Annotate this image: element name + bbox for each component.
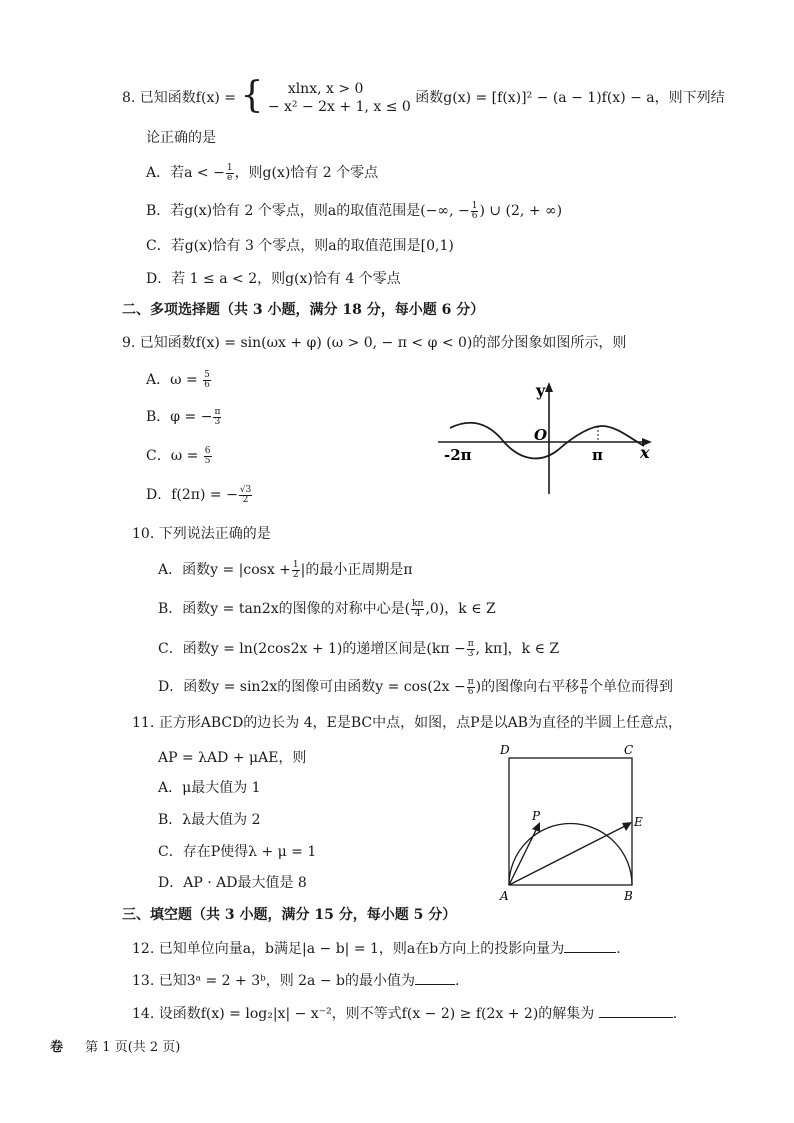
post: , kπ]，k ∈ Z	[475, 641, 560, 657]
den: 2	[292, 569, 299, 580]
pre: C．函数y = ln(2cos2x + 1)的递增区间是(kπ −	[158, 641, 466, 657]
page-number: 第 1 页(共 2 页)	[85, 1040, 181, 1055]
q13-answer-blank[interactable]	[415, 970, 455, 985]
den: 3	[467, 648, 474, 659]
num: 1	[226, 162, 233, 173]
frac	[467, 678, 475, 697]
q8-b-post: ) ∪ (2, + ∞)	[479, 203, 563, 219]
y-axis-arrow	[545, 382, 553, 392]
frac	[213, 408, 221, 427]
post: 个单位而得到	[589, 679, 673, 695]
q9-option-b	[146, 407, 222, 427]
q11-option-b: B．λ最大值为 2	[158, 812, 261, 828]
footer-left: 卷	[50, 1040, 64, 1055]
y-label: y	[536, 381, 546, 400]
mid: )的图像向右平移	[475, 679, 580, 695]
q8-b-pre: B．若g(x)恰有 2 个零点，则a的取值范围是(−∞, −	[146, 203, 470, 219]
piecewise-brace: {	[240, 75, 264, 116]
label-c: C	[624, 743, 634, 757]
num: π	[467, 638, 474, 649]
footer	[50, 1038, 180, 1058]
origin-label: O	[534, 426, 548, 444]
den: 6	[581, 686, 587, 697]
num: kπ	[412, 598, 424, 609]
q9-graph	[430, 378, 660, 500]
den: 3	[214, 416, 221, 427]
section-2-heading: 二、多项选择题（共 3 小题，满分 18 分，每小题 6 分）	[122, 302, 485, 318]
q8-a-frac	[226, 164, 234, 183]
den: 6	[204, 379, 210, 390]
label-p: P	[532, 809, 541, 823]
frac	[239, 486, 252, 505]
q13	[132, 970, 459, 991]
q8-a-pre: A．若a < −	[146, 165, 225, 181]
q11-figure	[496, 738, 656, 906]
num: π	[214, 406, 221, 417]
q8-option-b	[146, 201, 562, 221]
q8-after: 函数g(x) = [f(x)]² − (a − 1)f(x) − a，则下列结	[415, 90, 725, 106]
q12-post: .	[616, 941, 621, 957]
vector-ap-arrow	[532, 822, 540, 832]
num: 1	[471, 200, 478, 211]
frac	[411, 600, 424, 619]
num: π	[467, 676, 474, 687]
x-label: x	[640, 443, 650, 462]
q10-stem: 10. 下列说法正确的是	[132, 526, 271, 542]
q12	[132, 938, 621, 959]
q14-answer-blank[interactable]	[599, 1003, 673, 1018]
q12-answer-blank[interactable]	[564, 938, 616, 953]
num: √3	[239, 484, 252, 495]
frac	[204, 447, 212, 466]
label-a: A	[500, 889, 509, 903]
q8-option-c: C．若g(x)恰有 3 个零点，则a的取值范围是[0,1)	[146, 238, 454, 254]
q9-option-d	[146, 485, 253, 505]
q9-option-c	[146, 446, 213, 466]
q10-option-c	[158, 639, 559, 659]
pre: D．函数y = sin2x的图像可由函数y = cos(2x −	[158, 679, 466, 695]
den: 6	[467, 686, 474, 697]
frac	[292, 561, 300, 580]
q9-option-a	[146, 370, 212, 390]
q11-stem: 11. 正方形ABCD的边长为 4，E是BC中点，如图，点P是以AB为直径的半圆上任意点，	[132, 715, 682, 731]
vector-ae	[509, 824, 629, 885]
num: π	[581, 676, 587, 687]
den: 2	[242, 494, 249, 505]
q9-stem: 9. 已知函数f(x) = sin(ωx + φ) (ω > 0, − π < φ < 0)的部分图象如图所示，则	[122, 335, 627, 351]
section-3-heading: 三、填空题（共 3 小题，满分 15 分，每小题 5 分）	[122, 907, 457, 923]
vector-ap	[509, 826, 538, 885]
pre: A．ω =	[146, 372, 198, 388]
q14-post: .	[672, 1006, 678, 1022]
q11-option-d: D．AP · AD最大值是 8	[158, 875, 307, 891]
q11-stem2: AP = λAD + μAE，则	[158, 750, 307, 766]
q14	[132, 1003, 677, 1024]
neg-2pi-label: -2π	[444, 446, 472, 464]
label-b: B	[624, 889, 633, 903]
num: 6	[204, 445, 211, 456]
case-2: − x² − 2x + 1, x ≤ 0	[267, 99, 411, 115]
q8-option-a	[146, 163, 378, 183]
pi-label: π	[592, 446, 603, 464]
q8-stem	[122, 75, 725, 116]
case-1: xlnx, x > 0	[287, 81, 364, 97]
q13-post: .	[455, 973, 460, 989]
label-e: E	[634, 815, 643, 829]
q8-cont: 论正确的是	[146, 130, 216, 146]
pre: B．φ = −	[146, 409, 213, 425]
den: 4	[414, 608, 421, 619]
label-d: D	[500, 743, 510, 757]
den: e	[227, 172, 233, 183]
frac	[467, 640, 475, 659]
pre: A．函数y = |cosx +	[158, 562, 291, 578]
q8-b-frac	[471, 202, 479, 221]
den: 6	[471, 210, 478, 221]
frac	[203, 371, 211, 390]
den: 5	[204, 455, 211, 466]
pre: C．ω =	[146, 448, 199, 464]
num: 5	[204, 369, 210, 380]
q13-text: 13. 已知3ᵃ = 2 + 3ᵇ，则 2a − b的最小值为	[132, 973, 415, 989]
q8-a-post: ，则g(x)恰有 2 个零点	[234, 165, 379, 181]
pre: D．f(2π) = −	[146, 487, 238, 503]
q10-option-a	[158, 560, 413, 580]
q10-option-b	[158, 599, 496, 619]
q11-option-c: C．存在P使得λ + μ = 1	[158, 844, 317, 860]
q11-option-a: A．μ最大值为 1	[158, 780, 261, 796]
q12-text: 12. 已知单位向量a，b满足|a − b| = 1，则a在b方向上的投影向量为	[132, 941, 565, 957]
pre: B．函数y = tan2x的图像的对称中心是(	[158, 601, 411, 617]
post: |的最小正周期是π	[300, 562, 413, 578]
square-abcd	[509, 758, 632, 885]
num: 1	[292, 559, 299, 570]
frac-2	[580, 678, 588, 697]
piecewise-cases	[268, 80, 411, 116]
q10-option-d	[158, 677, 673, 697]
q14-text: 14. 设函数f(x) = log₂|x| − x⁻²，则不等式f(x − 2) ≥ f(2x + 2)的解集为	[132, 1006, 595, 1022]
q8-option-d: D．若 1 ≤ a < 2，则g(x)恰有 4 个零点	[146, 271, 401, 287]
post: ,0)，k ∈ Z	[425, 601, 496, 617]
q8-lead: 8. 已知函数f(x) =	[122, 90, 236, 106]
